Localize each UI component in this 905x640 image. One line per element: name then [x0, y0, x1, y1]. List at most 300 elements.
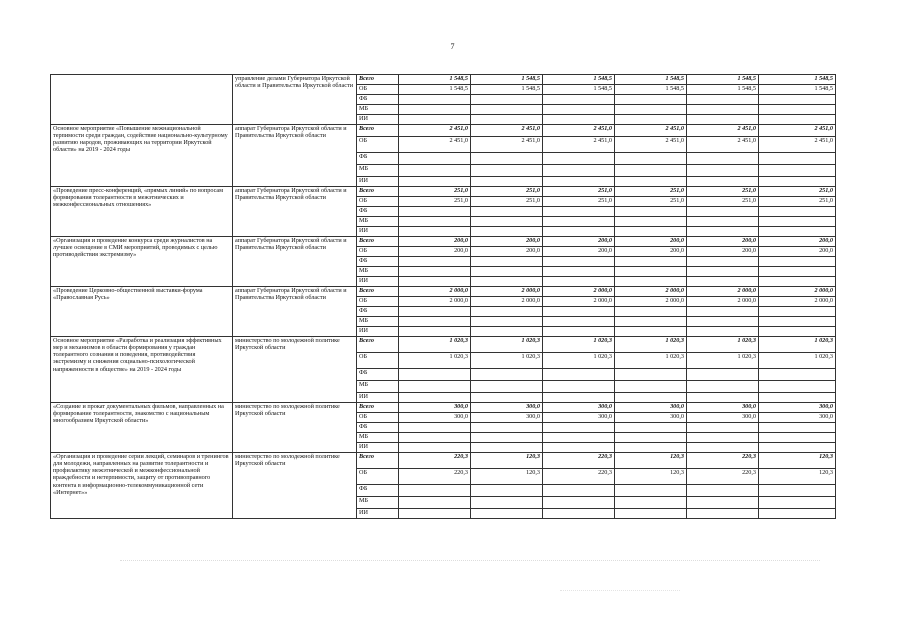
amount-cell	[687, 317, 759, 327]
amount-cell	[759, 423, 836, 433]
amount-cell	[615, 509, 687, 519]
table-row	[51, 403, 836, 413]
amount-cell: 220,3	[543, 453, 615, 469]
amount-cell: 1 020,3	[615, 337, 687, 353]
amount-cell	[687, 207, 759, 217]
amount-cell	[399, 443, 471, 453]
responsible-executor: аппарат Губернатора Иркутской области и Правительства Иркутской области	[233, 237, 357, 287]
amount-cell	[543, 277, 615, 287]
amount-cell: 2 000,0	[759, 297, 836, 307]
amount-cell	[687, 95, 759, 105]
amount-cell: 251,0	[759, 197, 836, 207]
amount-cell: 300,0	[399, 403, 471, 413]
amount-cell: 2 000,0	[399, 287, 471, 297]
funding-source: ИИ	[357, 227, 399, 237]
amount-cell: 200,0	[543, 237, 615, 247]
activity-name: Основное мероприятие «Повышение межнациональной терпимости среди граждан, содействие национально-культурному развитию народов, проживающих на территории Иркутской области» на 2019 - 2024 годы	[51, 125, 233, 187]
amount-cell	[687, 485, 759, 497]
amount-cell: 251,0	[399, 187, 471, 197]
amount-cell	[687, 509, 759, 519]
amount-cell	[471, 423, 543, 433]
funding-source: ФБ	[357, 207, 399, 217]
table-row	[51, 125, 836, 137]
responsible-executor: аппарат Губернатора Иркутской области и Правительства Иркутской области	[233, 287, 357, 337]
amount-cell	[687, 497, 759, 509]
amount-cell: 2 451,0	[399, 125, 471, 137]
amount-cell: 300,0	[687, 413, 759, 423]
amount-cell	[543, 369, 615, 381]
activity-name: «Создание и прокат документальных фильмов, направленных на формирование толерантности, знакомство с национальным многообразием Иркутской области»	[51, 403, 233, 453]
amount-cell: 300,0	[543, 403, 615, 413]
amount-cell: 2 000,0	[543, 297, 615, 307]
amount-cell	[399, 277, 471, 287]
amount-cell	[543, 105, 615, 115]
amount-cell	[543, 153, 615, 165]
amount-cell: 300,0	[399, 413, 471, 423]
amount-cell	[543, 485, 615, 497]
amount-cell: 251,0	[471, 197, 543, 207]
activity-name: «Организация и проведение серии лекций, семинаров и тренингов для молодежи, направленных на развитие толерантности и профилактику межэтнической и межконфессиональной враждебности и нетерпимости, защиту от противоправного контента в информационно-телекоммуникационной сети «Интернет»»	[51, 453, 233, 519]
funding-source: Всего	[357, 125, 399, 137]
amount-cell	[615, 177, 687, 187]
amount-cell: 220,3	[543, 469, 615, 485]
activity-name	[51, 75, 233, 125]
amount-cell	[399, 115, 471, 125]
amount-cell	[399, 423, 471, 433]
funding-source: ИИ	[357, 327, 399, 337]
funding-source: Всего	[357, 287, 399, 297]
amount-cell	[687, 393, 759, 403]
amount-cell	[759, 217, 836, 227]
amount-cell: 200,0	[759, 237, 836, 247]
amount-cell	[399, 393, 471, 403]
amount-cell	[471, 257, 543, 267]
funding-source: ФБ	[357, 257, 399, 267]
amount-cell	[759, 115, 836, 125]
amount-cell: 2 000,0	[615, 297, 687, 307]
amount-cell: 300,0	[759, 413, 836, 423]
amount-cell	[543, 177, 615, 187]
amount-cell	[759, 227, 836, 237]
table-row	[51, 337, 836, 353]
amount-cell	[471, 443, 543, 453]
amount-cell: 1 548,5	[471, 85, 543, 95]
funding-source: ИИ	[357, 509, 399, 519]
amount-cell	[543, 165, 615, 177]
amount-cell	[471, 497, 543, 509]
amount-cell: 300,0	[543, 413, 615, 423]
amount-cell	[471, 177, 543, 187]
amount-cell: 2 451,0	[543, 137, 615, 153]
amount-cell	[399, 381, 471, 393]
amount-cell: 300,0	[759, 403, 836, 413]
amount-cell	[543, 207, 615, 217]
amount-cell: 200,0	[399, 237, 471, 247]
amount-cell	[471, 95, 543, 105]
amount-cell	[399, 105, 471, 115]
funding-source: ИИ	[357, 277, 399, 287]
amount-cell	[543, 227, 615, 237]
amount-cell	[543, 217, 615, 227]
amount-cell: 2 000,0	[471, 297, 543, 307]
amount-cell	[543, 257, 615, 267]
amount-cell	[399, 307, 471, 317]
table-row	[51, 75, 836, 85]
amount-cell	[687, 369, 759, 381]
amount-cell	[759, 433, 836, 443]
amount-cell: 120,3	[471, 453, 543, 469]
funding-source: МБ	[357, 165, 399, 177]
amount-cell: 251,0	[471, 187, 543, 197]
amount-cell	[471, 307, 543, 317]
amount-cell: 200,0	[399, 247, 471, 257]
funding-source: ФБ	[357, 485, 399, 497]
amount-cell: 2 000,0	[471, 287, 543, 297]
funding-source: ОБ	[357, 297, 399, 307]
amount-cell: 2 000,0	[759, 287, 836, 297]
table-row	[51, 237, 836, 247]
funding-source: МБ	[357, 217, 399, 227]
amount-cell: 1 548,5	[687, 75, 759, 85]
amount-cell: 1 020,3	[543, 353, 615, 369]
amount-cell: 2 451,0	[687, 137, 759, 153]
amount-cell: 2 451,0	[615, 137, 687, 153]
amount-cell: 2 000,0	[687, 287, 759, 297]
funding-source: МБ	[357, 497, 399, 509]
funding-source: ИИ	[357, 393, 399, 403]
amount-cell	[687, 115, 759, 125]
amount-cell: 220,3	[687, 469, 759, 485]
responsible-executor: аппарат Губернатора Иркутской области и Правительства Иркутской области	[233, 125, 357, 187]
responsible-executor: министерство по молодежной политике Иркутской области	[233, 403, 357, 453]
amount-cell	[471, 433, 543, 443]
amount-cell	[759, 369, 836, 381]
amount-cell	[615, 307, 687, 317]
amount-cell	[759, 393, 836, 403]
amount-cell: 251,0	[687, 197, 759, 207]
amount-cell	[615, 327, 687, 337]
funding-source: Всего	[357, 337, 399, 353]
amount-cell: 220,3	[399, 453, 471, 469]
amount-cell	[759, 317, 836, 327]
amount-cell	[759, 327, 836, 337]
amount-cell: 1 020,3	[615, 353, 687, 369]
amount-cell	[759, 95, 836, 105]
budget-table-body	[51, 75, 836, 519]
amount-cell	[759, 165, 836, 177]
scan-artifact	[120, 560, 820, 562]
amount-cell	[543, 307, 615, 317]
amount-cell: 1 020,3	[471, 337, 543, 353]
amount-cell	[615, 207, 687, 217]
amount-cell	[471, 217, 543, 227]
amount-cell	[615, 485, 687, 497]
amount-cell	[615, 105, 687, 115]
activity-name: «Проведение Церковно-общественной выставки-форума «Православная Русь»	[51, 287, 233, 337]
amount-cell: 300,0	[471, 403, 543, 413]
funding-source: ОБ	[357, 85, 399, 95]
table-row	[51, 187, 836, 197]
amount-cell: 200,0	[687, 247, 759, 257]
funding-source: Всего	[357, 75, 399, 85]
amount-cell: 1 020,3	[543, 337, 615, 353]
amount-cell	[615, 317, 687, 327]
amount-cell: 200,0	[471, 247, 543, 257]
amount-cell	[687, 443, 759, 453]
amount-cell	[543, 381, 615, 393]
amount-cell: 1 020,3	[399, 353, 471, 369]
funding-source: ФБ	[357, 153, 399, 165]
amount-cell	[759, 153, 836, 165]
amount-cell: 120,3	[759, 469, 836, 485]
amount-cell: 251,0	[543, 197, 615, 207]
amount-cell	[399, 177, 471, 187]
funding-source: ФБ	[357, 369, 399, 381]
amount-cell: 1 548,5	[759, 75, 836, 85]
funding-source: ФБ	[357, 95, 399, 105]
amount-cell	[471, 267, 543, 277]
amount-cell: 251,0	[615, 197, 687, 207]
amount-cell: 120,3	[615, 453, 687, 469]
amount-cell: 2 451,0	[399, 137, 471, 153]
amount-cell	[759, 207, 836, 217]
amount-cell	[471, 105, 543, 115]
amount-cell	[399, 207, 471, 217]
amount-cell: 1 548,5	[759, 85, 836, 95]
amount-cell	[759, 307, 836, 317]
amount-cell	[759, 177, 836, 187]
amount-cell	[759, 267, 836, 277]
amount-cell: 251,0	[399, 197, 471, 207]
amount-cell	[471, 381, 543, 393]
amount-cell	[615, 227, 687, 237]
amount-cell: 2 451,0	[471, 137, 543, 153]
amount-cell	[615, 277, 687, 287]
amount-cell	[543, 497, 615, 509]
funding-source: МБ	[357, 105, 399, 115]
amount-cell: 220,3	[399, 469, 471, 485]
amount-cell: 300,0	[615, 403, 687, 413]
responsible-executor: аппарат Губернатора Иркутской области и Правительства Иркутской области	[233, 187, 357, 237]
amount-cell	[399, 267, 471, 277]
funding-source: Всего	[357, 237, 399, 247]
amount-cell: 2 000,0	[399, 297, 471, 307]
amount-cell: 2 451,0	[543, 125, 615, 137]
amount-cell	[399, 95, 471, 105]
amount-cell	[399, 369, 471, 381]
amount-cell	[687, 381, 759, 393]
amount-cell	[543, 433, 615, 443]
amount-cell	[399, 327, 471, 337]
amount-cell	[687, 177, 759, 187]
amount-cell: 200,0	[615, 237, 687, 247]
amount-cell: 120,3	[471, 469, 543, 485]
funding-source: ОБ	[357, 247, 399, 257]
amount-cell	[615, 423, 687, 433]
amount-cell: 1 020,3	[399, 337, 471, 353]
amount-cell	[543, 95, 615, 105]
amount-cell	[543, 267, 615, 277]
amount-cell	[471, 153, 543, 165]
amount-cell	[471, 327, 543, 337]
funding-source: МБ	[357, 317, 399, 327]
amount-cell: 200,0	[759, 247, 836, 257]
amount-cell: 251,0	[615, 187, 687, 197]
funding-source: ИИ	[357, 115, 399, 125]
funding-source: ИИ	[357, 443, 399, 453]
amount-cell: 2 000,0	[543, 287, 615, 297]
amount-cell	[543, 327, 615, 337]
funding-source: ИИ	[357, 177, 399, 187]
amount-cell	[399, 317, 471, 327]
responsible-executor: министерство по молодежной политике Иркутской области	[233, 453, 357, 519]
funding-source: ФБ	[357, 423, 399, 433]
amount-cell: 2 451,0	[471, 125, 543, 137]
amount-cell	[543, 423, 615, 433]
amount-cell	[615, 115, 687, 125]
amount-cell	[759, 105, 836, 115]
amount-cell: 2 451,0	[759, 125, 836, 137]
funding-source: ОБ	[357, 353, 399, 369]
amount-cell	[759, 257, 836, 267]
amount-cell	[471, 277, 543, 287]
funding-source: Всего	[357, 403, 399, 413]
amount-cell	[543, 317, 615, 327]
amount-cell	[615, 497, 687, 509]
table-row	[51, 453, 836, 469]
amount-cell	[615, 267, 687, 277]
amount-cell	[615, 217, 687, 227]
amount-cell	[687, 327, 759, 337]
amount-cell	[687, 307, 759, 317]
amount-cell	[399, 165, 471, 177]
amount-cell	[615, 153, 687, 165]
funding-source: Всего	[357, 187, 399, 197]
amount-cell	[471, 485, 543, 497]
amount-cell: 2 000,0	[615, 287, 687, 297]
amount-cell: 1 548,5	[543, 85, 615, 95]
activity-name: Основное мероприятие «Разработка и реализация эффективных мер и механизмов в области формирования у граждан толерантного сознания и поведения, противодействия экстремизму и снижения социально-психологической напряженности в обществе» на 2019 - 2024 годы	[51, 337, 233, 403]
responsible-executor: управление делами Губернатора Иркутской области и Правительства Иркутской области	[233, 75, 357, 125]
table-row	[51, 287, 836, 297]
amount-cell	[615, 257, 687, 267]
amount-cell: 1 548,5	[543, 75, 615, 85]
budget-table	[50, 74, 836, 519]
amount-cell	[615, 165, 687, 177]
amount-cell	[759, 277, 836, 287]
amount-cell	[687, 105, 759, 115]
amount-cell	[687, 433, 759, 443]
amount-cell: 1 548,5	[615, 75, 687, 85]
amount-cell: 200,0	[543, 247, 615, 257]
amount-cell: 1 020,3	[759, 337, 836, 353]
amount-cell	[687, 153, 759, 165]
amount-cell	[687, 277, 759, 287]
amount-cell: 1 020,3	[687, 353, 759, 369]
amount-cell: 1 020,3	[471, 353, 543, 369]
amount-cell	[399, 497, 471, 509]
amount-cell	[615, 95, 687, 105]
amount-cell	[759, 485, 836, 497]
funding-source: ОБ	[357, 137, 399, 153]
amount-cell	[471, 165, 543, 177]
amount-cell	[759, 497, 836, 509]
funding-source: ОБ	[357, 469, 399, 485]
amount-cell	[615, 433, 687, 443]
amount-cell	[759, 381, 836, 393]
amount-cell	[471, 207, 543, 217]
page-number: 7	[450, 42, 455, 51]
activity-name: «Организация и проведение конкурса среди журналистов на лучшее освещение в СМИ мероприятий, проводимых с целью противодействия экстремизму»	[51, 237, 233, 287]
amount-cell: 300,0	[615, 413, 687, 423]
funding-source: ОБ	[357, 197, 399, 207]
responsible-executor: министерство по молодежной политике Иркутской области	[233, 337, 357, 403]
amount-cell	[471, 393, 543, 403]
funding-source: МБ	[357, 267, 399, 277]
amount-cell	[687, 257, 759, 267]
amount-cell	[759, 443, 836, 453]
amount-cell	[399, 433, 471, 443]
funding-source: МБ	[357, 381, 399, 393]
amount-cell	[471, 317, 543, 327]
amount-cell: 200,0	[687, 237, 759, 247]
funding-source: Всего	[357, 453, 399, 469]
amount-cell	[615, 393, 687, 403]
amount-cell: 251,0	[687, 187, 759, 197]
amount-cell	[471, 369, 543, 381]
funding-source: ОБ	[357, 413, 399, 423]
amount-cell: 120,3	[615, 469, 687, 485]
amount-cell	[543, 115, 615, 125]
amount-cell	[543, 443, 615, 453]
amount-cell: 1 020,3	[759, 353, 836, 369]
funding-source: ФБ	[357, 307, 399, 317]
amount-cell	[399, 227, 471, 237]
amount-cell	[399, 217, 471, 227]
amount-cell: 300,0	[687, 403, 759, 413]
amount-cell: 251,0	[759, 187, 836, 197]
amount-cell: 1 548,5	[615, 85, 687, 95]
amount-cell	[543, 509, 615, 519]
amount-cell: 2 000,0	[687, 297, 759, 307]
amount-cell	[687, 227, 759, 237]
amount-cell: 1 548,5	[471, 75, 543, 85]
amount-cell: 2 451,0	[615, 125, 687, 137]
amount-cell	[399, 509, 471, 519]
amount-cell	[687, 217, 759, 227]
amount-cell	[471, 227, 543, 237]
amount-cell: 2 451,0	[687, 125, 759, 137]
amount-cell	[543, 393, 615, 403]
activity-name: «Проведение пресс-конференций, «прямых линий» по вопросам формирования толерантности в межэтнических и межконфессиональных отношениях»	[51, 187, 233, 237]
amount-cell: 251,0	[543, 187, 615, 197]
amount-cell: 200,0	[471, 237, 543, 247]
amount-cell: 1 548,5	[399, 85, 471, 95]
amount-cell: 1 020,3	[687, 337, 759, 353]
amount-cell	[615, 369, 687, 381]
amount-cell	[615, 443, 687, 453]
amount-cell	[399, 257, 471, 267]
amount-cell	[615, 381, 687, 393]
funding-source: МБ	[357, 433, 399, 443]
amount-cell	[399, 485, 471, 497]
amount-cell: 2 451,0	[759, 137, 836, 153]
amount-cell	[687, 423, 759, 433]
amount-cell	[759, 509, 836, 519]
amount-cell	[471, 509, 543, 519]
amount-cell	[471, 115, 543, 125]
amount-cell: 1 548,5	[687, 85, 759, 95]
